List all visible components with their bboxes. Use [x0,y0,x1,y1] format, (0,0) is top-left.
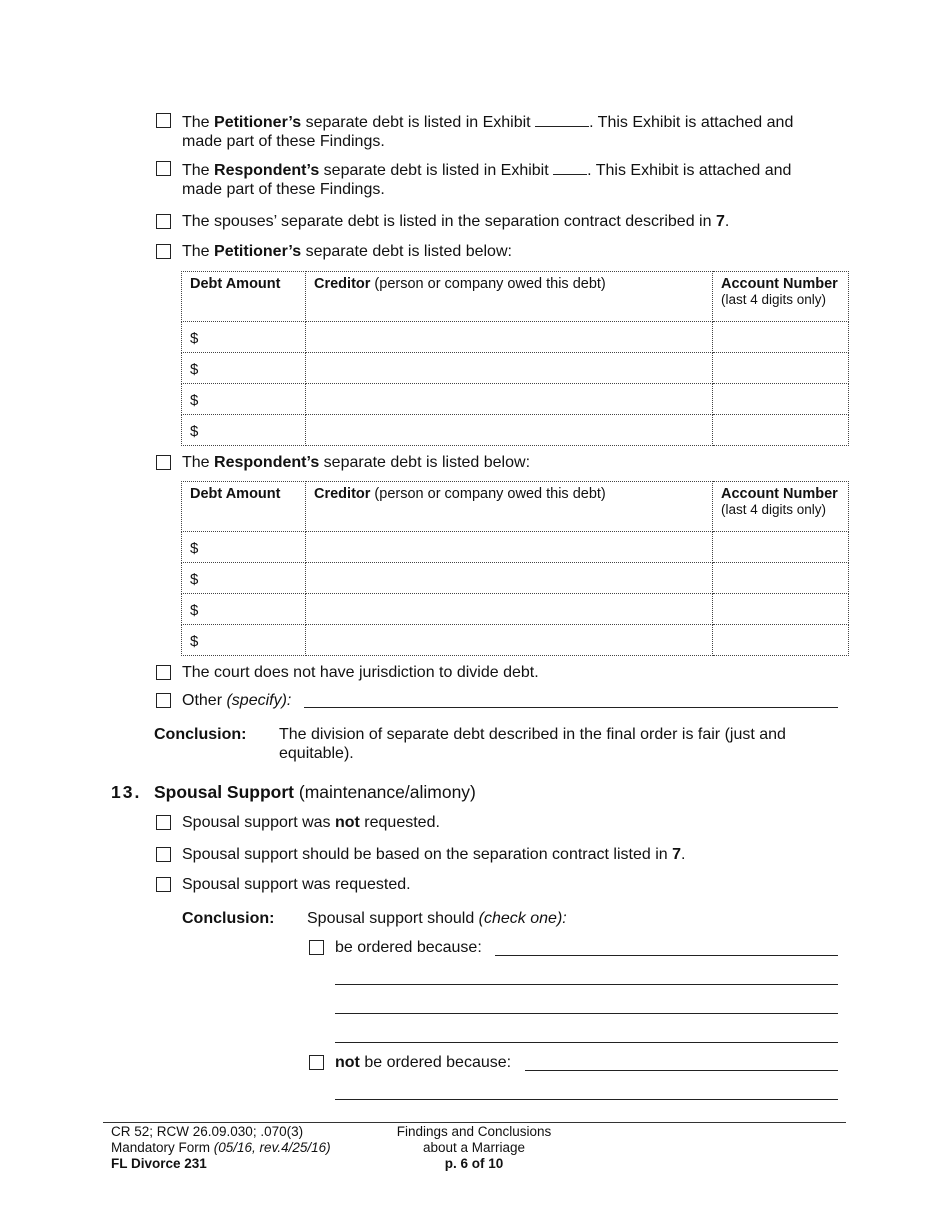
table-header-row [182,482,849,532]
no-jurisdiction-checkbox[interactable] [156,665,171,680]
debt-amount-cell[interactable]: $ [182,625,306,656]
creditor-cell[interactable] [306,594,713,625]
be-ordered-line[interactable] [335,984,838,985]
debt-amount-cell[interactable]: $ [182,322,306,353]
table-row [182,594,849,625]
conclusion-text: Spousal support should (check one): [307,910,567,927]
debt-amount-cell[interactable]: $ [182,563,306,594]
be-ordered-line[interactable] [335,1013,838,1014]
table-row [182,532,849,563]
table-row [182,415,849,446]
petitioner-exhibit-blank[interactable] [535,112,589,127]
be-ordered-checkbox[interactable] [309,940,324,955]
debt-amount-cell[interactable]: $ [182,353,306,384]
account-number-cell[interactable] [713,532,849,563]
other-specify-line[interactable] [304,707,838,708]
conclusion-label: Conclusion: [154,726,247,743]
respondent-debt-table [181,481,849,656]
petitioner-below-text: The Petitioner’s separate debt is listed below: [182,243,512,260]
petitioner-exhibit-checkbox[interactable] [156,113,171,128]
be-ordered-line[interactable] [335,1042,838,1043]
respondent-exhibit-text: The Respondent’s separate debt is listed in Exhibit . This Exhibit is attached and made part of these Findings. [182,162,792,198]
be-ordered-text: be ordered because: [335,939,482,956]
conclusion-text: The division of separate debt described in the final order is fair (just and equitable). [279,726,786,762]
creditor-header: Creditor (person or company owed this debt) [306,482,713,532]
conclusion-label: Conclusion: [182,910,275,927]
creditor-cell[interactable] [306,353,713,384]
requested-checkbox[interactable] [156,877,171,892]
creditor-cell[interactable] [306,563,713,594]
debt-amount-cell[interactable]: $ [182,532,306,563]
table-row [182,625,849,656]
creditor-cell[interactable] [306,625,713,656]
debt-amount-cell[interactable]: $ [182,415,306,446]
creditor-header: Creditor (person or company owed this debt) [306,272,713,322]
table-row [182,353,849,384]
separation-contract-checkbox[interactable] [156,214,171,229]
respondent-below-checkbox[interactable] [156,455,171,470]
account-number-cell[interactable] [713,625,849,656]
creditor-cell[interactable] [306,532,713,563]
separation-contract-text: The spouses’ separate debt is listed in the separation contract described in 7. [182,213,730,230]
petitioner-exhibit-text: The Petitioner’s separate debt is listed in Exhibit . This Exhibit is attached and made part of these Findings. [182,114,794,150]
based-on-contract-checkbox[interactable] [156,847,171,862]
respondent-below-text: The Respondent’s separate debt is listed below: [182,454,531,471]
requested-text: Spousal support was requested. [182,876,411,893]
creditor-cell[interactable] [306,322,713,353]
not-requested-checkbox[interactable] [156,815,171,830]
debt-amount-header: Debt Amount [182,482,306,532]
account-number-header: Account Number (last 4 digits only) [713,482,849,532]
account-number-cell[interactable] [713,563,849,594]
debt-amount-cell[interactable]: $ [182,594,306,625]
other-label: Other (specify): [182,692,292,709]
table-header-row [182,272,849,322]
petitioner-below-checkbox[interactable] [156,244,171,259]
respondent-exhibit-checkbox[interactable] [156,161,171,176]
debt-amount-header: Debt Amount [182,272,306,322]
section-title: Spousal Support (maintenance/alimony) [154,782,476,802]
creditor-cell[interactable] [306,384,713,415]
not-requested-text: Spousal support was not requested. [182,814,440,831]
footer-center: Findings and Conclusions about a Marriage p. 6 of 10 [396,1124,552,1171]
other-checkbox[interactable] [156,693,171,708]
account-number-cell[interactable] [713,415,849,446]
not-ordered-text: not be ordered because: [335,1054,512,1071]
table-row [182,384,849,415]
not-ordered-line[interactable] [335,1099,838,1100]
section-number: 13. [111,782,142,802]
not-ordered-checkbox[interactable] [309,1055,324,1070]
respondent-exhibit-blank[interactable] [553,160,587,175]
based-on-contract-text: Spousal support should be based on the separation contract listed in 7. [182,846,686,863]
account-number-cell[interactable] [713,594,849,625]
creditor-cell[interactable] [306,415,713,446]
account-number-header: Account Number (last 4 digits only) [713,272,849,322]
account-number-cell[interactable] [713,353,849,384]
debt-amount-cell[interactable]: $ [182,384,306,415]
no-jurisdiction-text: The court does not have jurisdiction to divide debt. [182,664,539,681]
be-ordered-line[interactable] [495,955,838,956]
not-ordered-line[interactable] [525,1070,838,1071]
table-row [182,322,849,353]
account-number-cell[interactable] [713,322,849,353]
table-row [182,563,849,594]
footer-divider [103,1122,846,1123]
footer-left: CR 52; RCW 26.09.030; .070(3) Mandatory Form (05/16, rev.4/25/16) FL Divorce 231 [111,1124,331,1171]
petitioner-debt-table [181,271,849,446]
account-number-cell[interactable] [713,384,849,415]
